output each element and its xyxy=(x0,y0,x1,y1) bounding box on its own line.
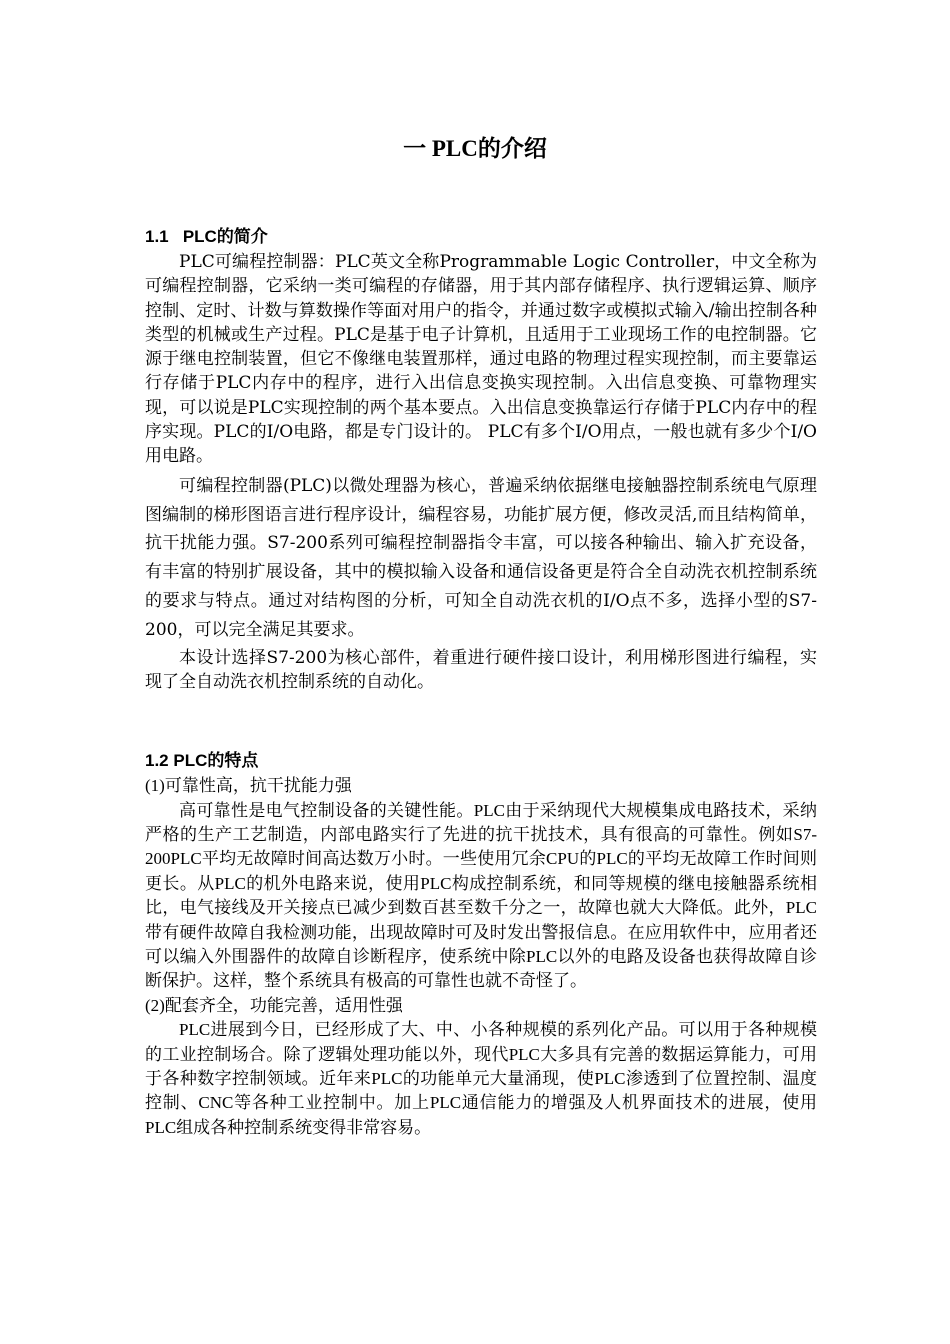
paragraph: 本设计选择S7-200为核心部件，着重进行硬件接口设计，利用梯形图进行编程，实现了全自动洗衣机控制系统的自动化。 xyxy=(145,648,817,693)
paragraph: 高可靠性是电气控制设备的关键性能。PLC由于采纳现代大规模集成电路技术，采纳严格的生产工艺制造，内部电路实行了先进的抗干扰技术，具有很高的可靠性。例如S7-200PLC平均无故障时间高达数万小时。一些使用冗余CPU的PLC的平均无故障工作时间则更长。从PLC的机外电路来说，使用PLC构成控制系统，和同等规模的继电接触器系统相比，电气接线及开关接点已减少到数百甚至数千分之一，故障也就大大降低。此外，PLC带有硬件故障自我检测功能，出现故障时可及时发出警报信息。在应用软件中，应用者还可以编入外围器件的故障自诊断程序，使系统中除PLC以外的电路及设备也获得故障自诊断保护。这样，整个系统具有极高的可靠性也就不奇怪了。 xyxy=(145,800,817,991)
subsection-label: (1)可靠性高，抗干扰能力强 xyxy=(145,776,352,795)
section-1-2 xyxy=(145,748,817,1140)
paragraph: PLC可编程控制器：PLC英文全称Programmable Logic Controller，中文全称为可编程控制器，它采纳一类可编程的存储器，用于其内部存储程序、执行逻辑运算、顺序控制、定时、计数与算数操作等面对用户的指令，并通过数字或模拟式输入/输出控制各种类型的机械或生产过程。PLC是基于电子计算机，且适用于工业现场工作的电控制器。它源于继电控制装置，但它不像继电装置那样，通过电路的物理过程实现控制，而主要靠运行存储于PLC内存中的程序，进行入出信息变换实现控制。入出信息变换、可靠物理实现，可以说是PLC实现控制的两个基本要点。入出信息变换靠运行存储于PLC内存中的程序实现。PLC的I/O电路，都是专门设计的。 PLC有多个I/O用点，一般也就有多少个I/O用电路。 xyxy=(145,252,817,467)
section-title: PLC的简介 xyxy=(182,227,268,246)
paragraph: 可编程控制器(PLC)以微处理器为核心，普遍采纳依据继电接触器控制系统电气原理图编制的梯形图语言进行程序设计，编程容易，功能扩展方便，修改灵活,而且结构简单，抗干扰能力强。S7-200系列可编程控制器指令丰富，可以接各种输出、输入扩充设备，有丰富的特别扩展设备，其中的模拟输入设备和通信设备更是符合全自动洗衣机控制系统的要求与特点。通过对结构图的分析，可知全自动洗衣机的I/O点不多，选择小型的S7-200，可以完全满足其要求。 xyxy=(145,475,817,641)
paragraph: PLC进展到今日，已经形成了大、中、小各种规模的系列化产品。可以用于各种规模的工业控制场合。除了逻辑处理功能以外，现代PLC大多具有完善的数据运算能力，可用于各种数字控制领域。近年来PLC的功能单元大量涌现，使PLC渗透到了位置控制、温度控制、CNC等各种工业控制中。加上PLC通信能力的增强及人机界面技术的进展，使用PLC组成各种控制系统变得非常容易。 xyxy=(145,1020,817,1137)
section-heading xyxy=(145,748,817,774)
section-heading xyxy=(145,224,817,250)
subsection-label: (2)配套齐全，功能完善，适用性强 xyxy=(145,995,403,1015)
section-number: 1.2 xyxy=(145,751,169,770)
section-1-1 xyxy=(145,224,817,695)
section-number: 1.1 xyxy=(145,227,169,246)
document-title: 一 PLC的介绍 xyxy=(403,136,547,161)
section-title: PLC的特点 xyxy=(173,751,259,770)
